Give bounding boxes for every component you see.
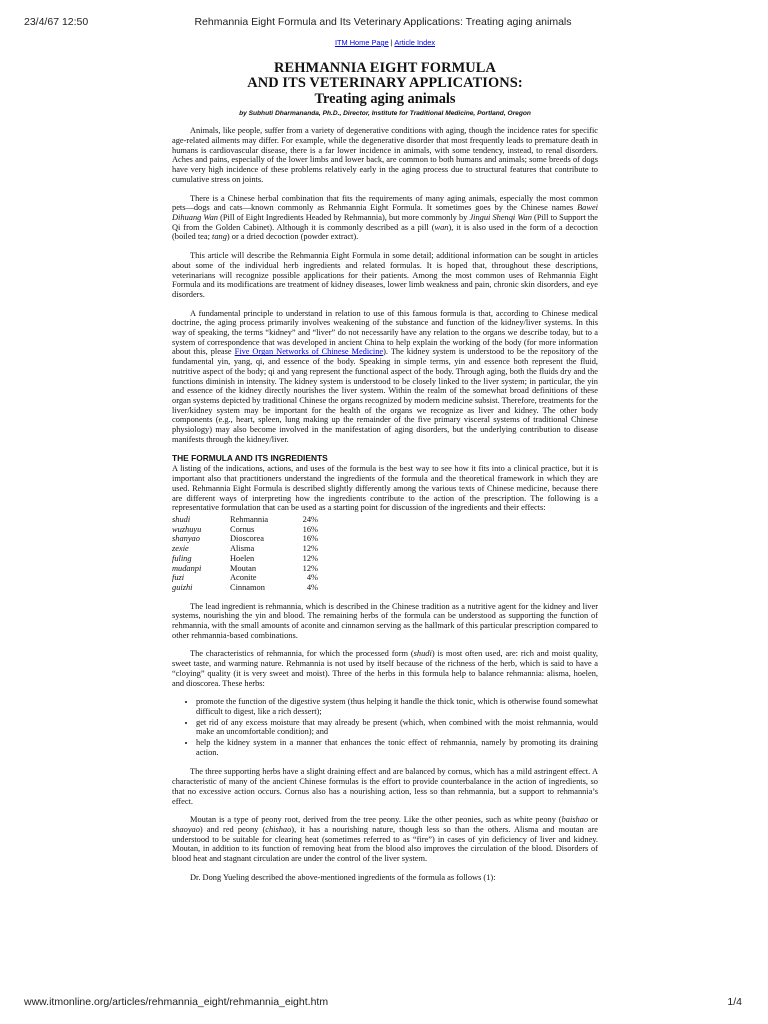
- chinese-name: Jingui Shenqi Wan: [469, 213, 532, 222]
- paragraph-4: A fundamental principle to understand in relation to use of this famous formula is that, according to Chinese medical doctrine, the aging process primarily involves weakening of the substance and function of the kidney/liver systems. In this way of speaking, the terms “kidney” and “liver” do not necessarily have any relation to the organs we describe today, but to a system of correspondence that was developed in ancient China to help explain the working of the body (for more information about this, please Five Organ Networks of Chinese Medicine). The kidney system is understood to be the repository of the fundamental yin, yang, qi, and essence of the body. Speaking in simple terms, yin and essence both represent the fluid, nutritive aspect of the body; qi and yang represent the functional aspect of the body. Through aging, both the fluids dry and the functions diminish in intensity. The kidney system is understood to be closely linked to the liver system; in particular, the yin and essence of the kidney directly nourishes the liver system. Within the realm of the somewhat broad definitions of these organ systems depicted by traditional Chinese the organs recognized by modern medicine subsist. Therefore, treatments for the liver/kidney system may be important for the health of the organs we recognize as liver and kidney. The other body components (e.g., heart, spleen, lung making up the remainder of the five primary visceral systems of traditional Chinese physiology) may also become involved in the manifestation of aging disorders, but the underlying contribution to disease manifests through the kidney/liver.: [172, 308, 598, 444]
- paragraph-1: Animals, like people, suffer from a variety of degenerative conditions with aging, though the incidence rates for specific age-related ailments may differ. For example, while the degenerative disorder that most frequently leads to premature death in humans is cardiovascular disease, there is a far lower incidence in animals, with some tendency, instead, to renal disorders. Aches and pains, especially of the lower limbs and lower back, are common to both humans and animals; some breeds of dogs have very high incidence of these problems relatively early in the aging process due to structural features that contribute to cumulative stress on joints.: [172, 126, 598, 184]
- paragraph-3: This article will describe the Rehmannia Eight Formula in some detail; additional information can be sought in articles about some of the individual herb ingredients and related formulas. It is hoped that, throughout these descriptions, veterinarians will recognize possible applications for their patients. Among the most common uses of Rehmannia Eight Formula and its modifications are treatment of kidney diseases, lower limb weakness and pain, chronic skin disorders, and eye disorders.: [172, 251, 598, 299]
- title-line-3: Treating aging animals: [314, 91, 456, 108]
- table-row: fuzi Aconite 4%: [172, 573, 318, 583]
- five-organ-networks-link[interactable]: Five Organ Networks of Chinese Medicine: [234, 347, 384, 357]
- print-header: [24, 16, 742, 30]
- print-page-number: 1/4: [727, 996, 742, 1008]
- print-url: www.itmonline.org/articles/rehmannia_eight/rehmannia_eight.htm: [24, 996, 329, 1008]
- table-row: guizhi Cinnamon 4%: [172, 582, 318, 592]
- herb-actions-list: [172, 697, 598, 757]
- article: [172, 38, 598, 891]
- paragraph-7: The characteristics of rehmannia, for which the processed form (shudi) is most often used, are: rich and moist quality, sweet taste, and warming nature. Rehmannia is not used by itself because of the richness of the herb, which is said to have a “cloying” quality (it is very sweet and moist). Three of the herbs in this formula help to balance rehmannia: alisma, hoelen, and dioscorea. These herbs:: [172, 649, 599, 688]
- title-line-2: AND ITS VETERINARY APPLICATIONS:: [247, 75, 523, 92]
- chinese-name: Bawei Dihuang Wan: [172, 203, 598, 222]
- table-row: wuzhuyu Cornus 16%: [172, 524, 318, 534]
- nav-separator: |: [388, 38, 395, 47]
- table-row: shudi Rehmannia 24%: [172, 514, 318, 524]
- paragraph-9: Moutan is a type of peony root, derived from the tree peony. Like the other peonies, such as white peony (baishao or shaoyao) and red peony (chishao), it has a nourishing nature, though less so than the others. Alisma and moutan are understood to be suitable for clearing heat (sometimes referred to as “fire”) in cases of yin deficiency of liver and kidney. Moutan, in addition to its function of removing heat from the blood also improves the circulation of the blood. Disorders of blood heat and stagnant circulation are under the control of the liver system.: [172, 815, 598, 864]
- byline: by Subhuti Dharmananda, Ph.D., Director, Institute for Traditional Medicine, Portland, Oregon: [239, 110, 531, 118]
- article-index-link[interactable]: Article Index: [394, 38, 436, 47]
- ingredient-table: [172, 515, 318, 593]
- print-footer: [24, 996, 742, 1010]
- table-row: zexie Alisma 12%: [172, 544, 318, 554]
- home-page-link[interactable]: ITM Home Page: [334, 38, 389, 47]
- table-row: fuling Hoelen 12%: [172, 553, 318, 563]
- table-row: mudanpi Moutan 12%: [172, 563, 318, 573]
- list-item: • get rid of any excess moisture that may already be present (which, when combined with the moist rehmannia, would make an uncomfortable condition); and: [196, 718, 598, 737]
- paragraph-5: A listing of the indications, actions, and uses of the formula is the best way to see how it fits into a clinical practice, but it is important also that practitioners understand the ingredients of the formula and the theoretical framework in which they are used. Rehmannia Eight Formula is described slightly differently among the various texts of Chinese medicine, because there are different ways of interpreting how the ingredients contribute to the action of the prescription. The following is a representative formulation that can be used as a starting point for discussion of the ingredients and their effects:: [172, 464, 598, 513]
- print-page-title: Rehmannia Eight Formula and Its Veterinary Applications: Treating aging animals: [194, 16, 572, 28]
- paragraph-6: The lead ingredient is rehmannia, which is described in the Chinese tradition as a nutritive agent for the kidney and liver systems, nourishing the yin and blood. The remaining herbs of the formula can be understood as supporting the function of rehmannia, with the small amounts of aconite and cinnamon serving as the hallmark of this particular prescription compared to other rehmannia-based combinations.: [172, 601, 598, 640]
- table-row: shanyao Dioscorea 16%: [172, 534, 318, 544]
- paragraph-2: There is a Chinese herbal combination that fits the requirements of many aging animals, especially the most common pets—dogs and cats—known commonly as Rehmannia Eight Formula. It sometimes goes by the Chinese names Bawei Dihuang Wan (Pill of Eight Ingredients Headed by Rehmannia), but more commonly by Jingui Shenqi Wan (Pill to Support the Qi from the Golden Cabinet). Although it is commonly described as a pill (wan), it is also used in the form of a decoction (boiled tea; tang) or a dried decoction (powder extract).: [172, 193, 599, 242]
- article-title: [172, 61, 598, 107]
- list-item: • promote the function of the digestive system (thus helping it handle the thick tonic, which is otherwise found somewhat difficult to digest, like a rich dessert);: [196, 697, 598, 716]
- paragraph-10: Dr. Dong Yueling described the above-mentioned ingredients of the formula as follows (1):: [190, 872, 496, 882]
- top-nav: [172, 38, 598, 47]
- print-datetime: 23/4/67 12:50: [24, 16, 89, 28]
- list-item: • help the kidney system in a manner that enhances the tonic effect of rehmannia, namely by promoting its draining action.: [196, 738, 598, 757]
- title-line-1: REHMANNIA EIGHT FORMULA: [274, 60, 496, 76]
- section-heading: THE FORMULA AND ITS INGREDIENTS: [172, 453, 328, 464]
- paragraph-8: The three supporting herbs have a slight draining effect and are balanced by cornus, which has a mild astringent effect. A characteristic of many of the ancient Chinese formulas is the effort to provide counterbalance in the action of ingredients, so that no excessive action occurs. Cornus also has a nourishing action, less so than rehmannia, but a support to rehmannia’s effect.: [172, 767, 598, 806]
